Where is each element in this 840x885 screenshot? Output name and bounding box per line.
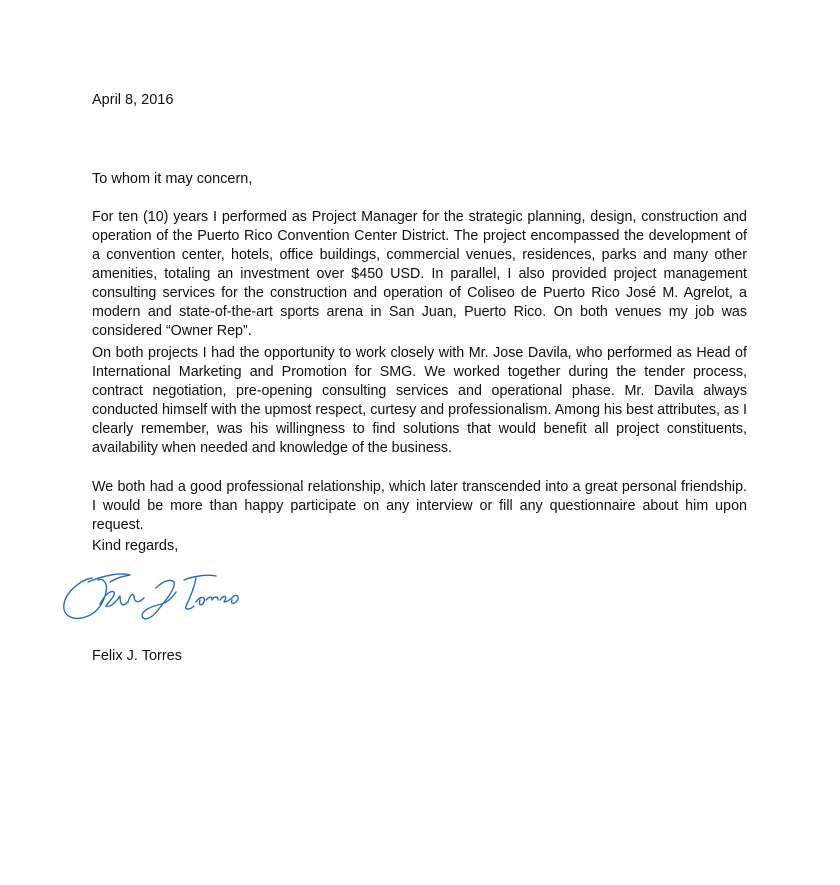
letter-closing: Kind regards, bbox=[92, 538, 179, 554]
handwritten-signature bbox=[58, 566, 248, 628]
signer-name: Felix J. Torres bbox=[92, 648, 182, 664]
paragraph-3: We both had a good professional relationship, which later transcended into a great personal friendship. I would be more than happy participate on any interview or fill any questionnaire about him upon request. bbox=[92, 479, 747, 533]
letter-salutation: To whom it may concern, bbox=[92, 171, 253, 187]
letter-date: April 8, 2016 bbox=[92, 92, 174, 108]
paragraph-2: On both projects I had the opportunity to work closely with Mr. Jose Davila, who performed as Head of International Marketing and Promotion for SMG. We worked together during the tender process, contract negotiation, pre-opening consulting services and operational phase. Mr. Davila always conducted himself with the upmost respect, curtesy and professionalism. Among his best attributes, as I clearly remember, was his willingness to find solutions that would benefit all project constituents, availability when needed and knowledge of the business. bbox=[92, 345, 747, 456]
paragraph-1: For ten (10) years I performed as Project Manager for the strategic planning, design, construction and operation of the Puerto Rico Convention Center District. The project encompassed the development of a convention center, hotels, office buildings, commercial venues, residences, parks and many other amenities, totaling an investment over $450 USD. In parallel, I also provided project management consulting services for the construction and operation of Coliseo de Puerto Rico José M. Agrelot, a modern and state-of-the-art sports arena in San Juan, Puerto Rico. On both venues my job was considered “Owner Rep”. bbox=[92, 209, 747, 339]
